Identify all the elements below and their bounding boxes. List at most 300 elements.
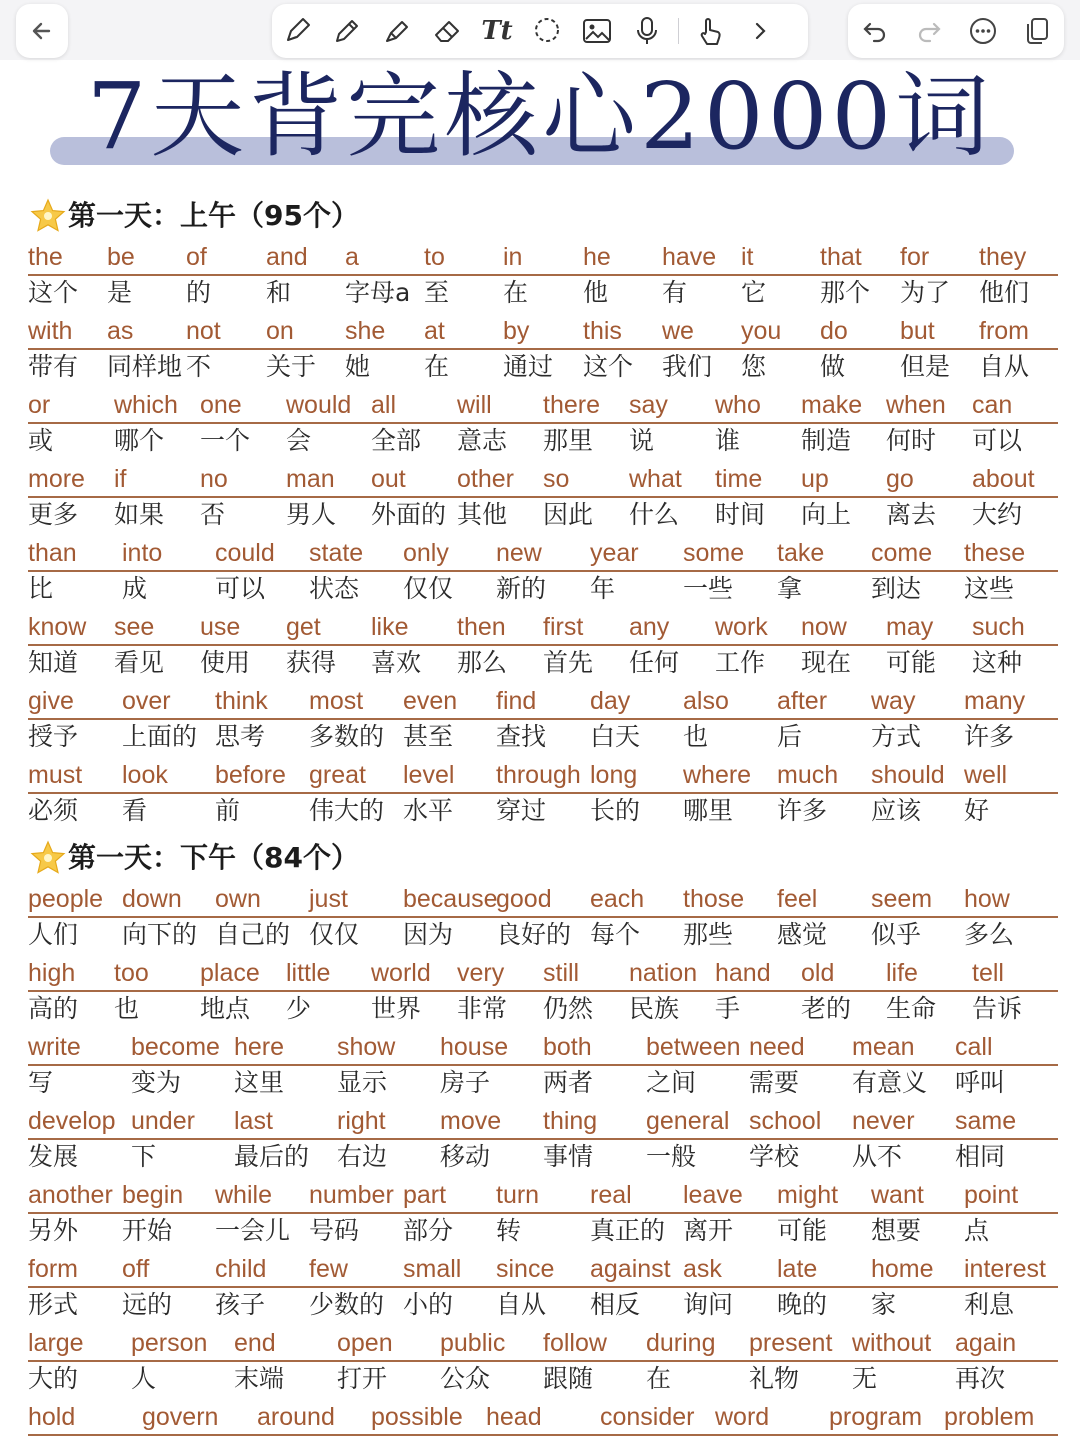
english-word: under [131,1107,195,1135]
image-icon[interactable] [572,4,622,58]
chinese-translation: 后 [777,722,803,751]
chinese-translation: 另外 [28,1216,79,1245]
english-word: well [964,761,1008,789]
chinese-translation: 哪里 [683,796,734,825]
chinese-translation: 手 [715,994,741,1023]
chinese-translation: 新的 [496,574,547,603]
touch-hand-icon[interactable] [685,4,735,58]
english-word: life [886,959,918,987]
chinese-translation: 通过 [503,352,554,381]
chinese-translation: 点 [964,1216,990,1245]
chinese-translation: 移动 [440,1142,491,1171]
chinese-translation: 转 [496,1216,522,1245]
english-word: might [777,1181,839,1209]
chinese-translation: 长的 [590,796,641,825]
english-word: should [871,761,945,789]
english-word: year [590,539,639,567]
chinese-translation: 带有 [28,352,79,381]
chinese-translation: 必须 [28,796,79,825]
chinese-translation: 更多 [28,500,79,529]
chinese-translation-row [28,1214,1058,1250]
chinese-translation-row [28,918,1058,954]
chinese-translation: 上面的 [122,722,198,751]
english-word: she [345,317,386,345]
english-word: form [28,1255,78,1283]
section-heading [30,196,359,236]
chinese-translation: 一会儿 [215,1216,291,1245]
redo-icon[interactable] [904,4,954,58]
chinese-translation: 是 [107,278,133,307]
english-word: real [590,1181,632,1209]
english-word-row [28,240,1058,276]
english-word: like [371,613,409,641]
english-word: move [440,1107,502,1135]
english-word: head [486,1403,542,1431]
english-word: against [590,1255,671,1283]
lasso-icon[interactable] [522,4,572,58]
english-word: such [972,613,1025,641]
english-word: open [337,1329,393,1357]
english-word: without [852,1329,932,1357]
chinese-translation: 为了 [900,278,951,307]
english-word: first [543,613,584,641]
chinese-translation: 什么 [629,500,680,529]
english-word-row [28,882,1058,918]
english-word: do [820,317,848,345]
english-word: begin [122,1181,184,1209]
chinese-translation: 工作 [715,648,766,677]
chinese-translation: 您 [741,352,767,381]
chinese-translation: 多数的 [309,722,385,751]
chinese-translation: 方式 [871,722,922,751]
english-word: they [979,243,1027,271]
chinese-translation: 自从 [979,352,1030,381]
english-word: during [646,1329,716,1357]
english-word: see [114,613,155,641]
english-word: man [286,465,335,493]
english-word: high [28,959,76,987]
chinese-translation: 学校 [749,1142,800,1171]
chinese-translation: 仅仅 [309,920,360,949]
chinese-translation: 应该 [871,796,922,825]
english-word: be [107,243,135,271]
chinese-translation: 末端 [234,1364,285,1393]
english-word: word [715,1403,770,1431]
english-word: also [683,687,729,715]
english-word: so [543,465,570,493]
chinese-translation: 做 [820,352,846,381]
english-word: interest [964,1255,1046,1283]
english-word: would [286,391,352,419]
chinese-translation: 生命 [886,994,937,1023]
english-word: where [683,761,752,789]
chinese-translation: 远的 [122,1290,173,1319]
english-word: after [777,687,828,715]
english-word: any [629,613,670,641]
chinese-translation: 真正的 [590,1216,666,1245]
section-heading-text: 第一天：下午（84个） [68,841,359,874]
english-word: which [114,391,178,419]
chinese-translation: 家 [871,1290,897,1319]
english-word: then [457,613,506,641]
chinese-translation: 知道 [28,648,79,677]
chinese-translation: 无 [852,1364,878,1393]
english-word: good [496,885,552,913]
undo-icon[interactable] [850,4,900,58]
chinese-translation: 自从 [496,1290,547,1319]
page-title: 7天背完核心2000词 [86,63,994,170]
chinese-translation: 的 [186,278,212,307]
english-word: say [629,391,668,419]
english-word: level [403,761,455,789]
chinese-translation-row [28,646,1058,682]
english-word: all [371,391,397,419]
chinese-translation: 他们 [979,278,1030,307]
chinese-translation: 会 [286,426,312,455]
chinese-translation: 询问 [683,1290,734,1319]
chinese-translation: 需要 [749,1068,800,1097]
chinese-translation: 离去 [886,500,937,529]
chinese-translation: 甚至 [403,722,454,751]
english-word: a [345,243,359,271]
english-word: or [28,391,51,419]
english-word: tell [972,959,1004,987]
chinese-translation: 男人 [286,500,337,529]
microphone-icon[interactable] [622,4,672,58]
english-word: turn [496,1181,540,1209]
english-word: when [886,391,946,419]
english-word-row [28,462,1058,498]
chinese-translation: 少数的 [309,1290,385,1319]
chinese-translation: 一般 [646,1142,697,1171]
chinese-translation: 年 [590,574,616,603]
section-heading [30,838,359,878]
english-word: there [543,391,600,419]
chinese-translation: 从不 [852,1142,903,1171]
pen-icon[interactable] [272,4,322,58]
english-word: too [114,959,149,987]
chinese-translation: 白天 [590,722,641,751]
chinese-translation: 看见 [114,648,165,677]
chinese-translation: 不 [186,352,212,381]
english-word: govern [142,1403,219,1431]
text-tool-icon[interactable]: Tt [481,16,513,46]
english-word: but [900,317,935,345]
english-word: up [801,465,829,493]
english-word: through [496,761,581,789]
english-word: for [900,243,930,271]
english-word: must [28,761,83,789]
english-word-row [28,1178,1058,1214]
english-word: public [440,1329,506,1357]
chinese-translation: 这种 [972,648,1023,677]
english-word: large [28,1329,84,1357]
more-icon[interactable] [958,4,1008,58]
english-word: few [309,1255,348,1283]
english-word: general [646,1107,730,1135]
english-word: how [964,885,1010,913]
chinese-translation: 有意义 [852,1068,928,1097]
english-word: consider [600,1403,695,1431]
marker-icon[interactable] [372,4,422,58]
chinese-translation: 和 [266,278,292,307]
english-word: come [871,539,933,567]
eraser-icon[interactable] [422,4,472,58]
chinese-translation: 这个 [28,278,79,307]
chinese-translation: 这里 [234,1068,285,1097]
english-word: own [215,885,261,913]
chinese-translation: 写 [28,1068,54,1097]
chinese-translation: 向上 [801,500,852,529]
chinese-translation: 相反 [590,1290,641,1319]
english-word: most [309,687,364,715]
chinese-translation: 时间 [715,500,766,529]
english-word-row [28,388,1058,424]
top-toolbar [0,0,1080,60]
chinese-translation: 开始 [122,1216,173,1245]
chinese-translation: 意志 [457,426,508,455]
chinese-translation: 拿 [777,574,803,603]
english-word: work [715,613,768,641]
chinese-translation: 授予 [28,722,79,751]
chinese-translation-row [28,498,1058,534]
chinese-translation: 最后的 [234,1142,310,1171]
document-actions [848,4,1064,58]
chinese-translation: 它 [741,278,767,307]
english-word: with [28,317,73,345]
english-word: late [777,1255,818,1283]
chinese-translation-row [28,720,1058,756]
english-word: that [820,243,862,271]
chinese-translation: 那些 [683,920,734,949]
chinese-translation: 每个 [590,920,641,949]
chinese-translation-row [28,1140,1058,1176]
chinese-translation: 在 [646,1364,672,1393]
english-word: house [440,1033,509,1061]
english-word: feel [777,885,818,913]
chinese-translation: 世界 [371,994,422,1023]
toolbar-divider [678,18,679,44]
chinese-translation: 获得 [286,648,337,677]
chinese-translation: 他 [583,278,609,307]
chinese-translation: 首先 [543,648,594,677]
chinese-translation: 地点 [200,994,251,1023]
english-word: even [403,687,458,715]
english-word: want [871,1181,924,1209]
english-word: could [215,539,275,567]
english-word: leave [683,1181,743,1209]
english-word-row [28,758,1058,794]
chinese-translation: 也 [683,722,709,751]
chinese-translation: 良好的 [496,920,572,949]
chinese-translation: 孩子 [215,1290,266,1319]
english-word: more [28,465,85,493]
chinese-translation: 跟随 [543,1364,594,1393]
english-word: between [646,1033,741,1061]
english-word: just [309,885,348,913]
drawing-tools [272,4,808,58]
chinese-translation: 前 [215,796,241,825]
chinese-translation: 向下的 [122,920,198,949]
english-word-row [28,536,1058,572]
english-word: last [234,1107,273,1135]
english-word: again [955,1329,1017,1357]
chinese-translation: 利息 [964,1290,1015,1319]
english-word: other [457,465,514,493]
english-word: not [186,317,221,345]
chinese-translation: 任何 [629,648,680,677]
section-heading-text: 第一天：上午（95个） [68,199,359,232]
english-word: people [28,885,104,913]
english-word: go [886,465,914,493]
chinese-translation: 可能 [777,1216,828,1245]
english-word: find [496,687,537,715]
english-word: may [886,613,934,641]
chinese-translation: 谁 [715,426,741,455]
chinese-translation: 在 [424,352,450,381]
chinese-translation: 说 [629,426,655,455]
english-word: state [309,539,364,567]
chinese-translation: 人们 [28,920,79,949]
chinese-translation: 人 [131,1364,157,1393]
english-word: develop [28,1107,116,1135]
english-word: need [749,1033,805,1061]
chinese-translation: 成 [122,574,148,603]
english-word: hand [715,959,771,987]
english-word: show [337,1033,396,1061]
chinese-translation: 一些 [683,574,734,603]
english-word: and [266,243,308,271]
chinese-translation: 外面的 [371,500,447,529]
english-word: many [964,687,1026,715]
chinese-translation: 变为 [131,1068,182,1097]
chinese-translation-row [28,276,1058,312]
copy-pages-icon[interactable] [1012,4,1062,58]
english-word-row [28,1326,1058,1362]
back-button[interactable] [16,4,68,58]
chinese-translation: 自己的 [215,920,291,949]
chinese-translation: 告诉 [972,994,1023,1023]
chinese-translation: 同样地 [107,352,183,381]
english-word: can [972,391,1013,419]
chinese-translation: 号码 [309,1216,360,1245]
chinese-translation: 字母a [345,278,411,307]
english-word: long [590,761,638,789]
chinese-translation: 礼物 [749,1364,800,1393]
english-word: into [122,539,163,567]
english-word: become [131,1033,220,1061]
chinese-translation: 两者 [543,1068,594,1097]
chinese-translation: 有 [662,278,688,307]
chinese-translation: 至 [424,278,450,307]
chinese-translation: 制造 [801,426,852,455]
chinese-translation: 她 [345,352,371,381]
english-word: use [200,613,241,641]
english-word: only [403,539,449,567]
english-word: you [741,317,782,345]
chinese-translation: 想要 [871,1216,922,1245]
english-word: out [371,465,406,493]
english-word: look [122,761,168,789]
english-word: if [114,465,127,493]
english-word: thing [543,1107,598,1135]
chinese-translation: 全部 [371,426,422,455]
english-word-row [28,314,1058,350]
english-word: know [28,613,87,641]
chinese-translation: 晚的 [777,1290,828,1319]
english-word: program [829,1403,923,1431]
english-word: what [629,465,682,493]
chinese-translation: 形式 [28,1290,79,1319]
english-word: have [662,243,717,271]
english-word: great [309,761,366,789]
english-word: each [590,885,645,913]
chinese-translation: 比 [28,574,54,603]
english-word: we [662,317,694,345]
chinese-translation: 仍然 [543,994,594,1023]
chinese-translation: 离开 [683,1216,734,1245]
english-word: off [122,1255,150,1283]
english-word: since [496,1255,555,1283]
chinese-translation: 非常 [457,994,508,1023]
chinese-translation: 或 [28,426,54,455]
english-word: around [257,1403,335,1431]
chevron-right-icon[interactable] [735,4,785,58]
english-word-row [28,1104,1058,1140]
english-word-row [28,610,1058,646]
english-word: very [457,959,505,987]
chinese-translation: 在 [503,278,529,307]
english-word: in [503,243,523,271]
chinese-translation: 可以 [972,426,1023,455]
english-word: as [107,317,134,345]
english-word: ask [683,1255,722,1283]
chinese-translation: 到达 [871,574,922,603]
chinese-translation: 喜欢 [371,648,422,677]
chinese-translation: 因为 [403,920,454,949]
english-word: before [215,761,286,789]
chinese-translation: 大的 [28,1364,79,1393]
chinese-translation: 状态 [309,574,360,603]
english-word: old [801,959,835,987]
english-word: he [583,243,611,271]
chinese-translation: 何时 [886,426,937,455]
english-word: end [234,1329,276,1357]
chinese-translation: 相同 [955,1142,1006,1171]
english-word: person [131,1329,208,1357]
english-word: call [955,1033,993,1061]
chinese-translation: 民族 [629,994,680,1023]
chinese-translation: 感觉 [777,920,828,949]
chinese-translation: 老的 [801,994,852,1023]
english-word-row [28,1400,1058,1436]
chinese-translation: 好 [964,796,990,825]
star-icon [30,198,66,234]
chinese-translation: 一个 [200,426,251,455]
chinese-translation: 现在 [801,648,852,677]
english-word: make [801,391,863,419]
english-word: day [590,687,631,715]
chinese-translation: 那里 [543,426,594,455]
english-word: it [741,243,754,271]
chinese-translation: 多么 [964,920,1015,949]
english-word: problem [944,1403,1035,1431]
pencil-icon[interactable] [322,4,372,58]
english-word: new [496,539,542,567]
chinese-translation: 水平 [403,796,454,825]
back-arrow-icon[interactable] [17,4,67,58]
english-word: still [543,959,580,987]
